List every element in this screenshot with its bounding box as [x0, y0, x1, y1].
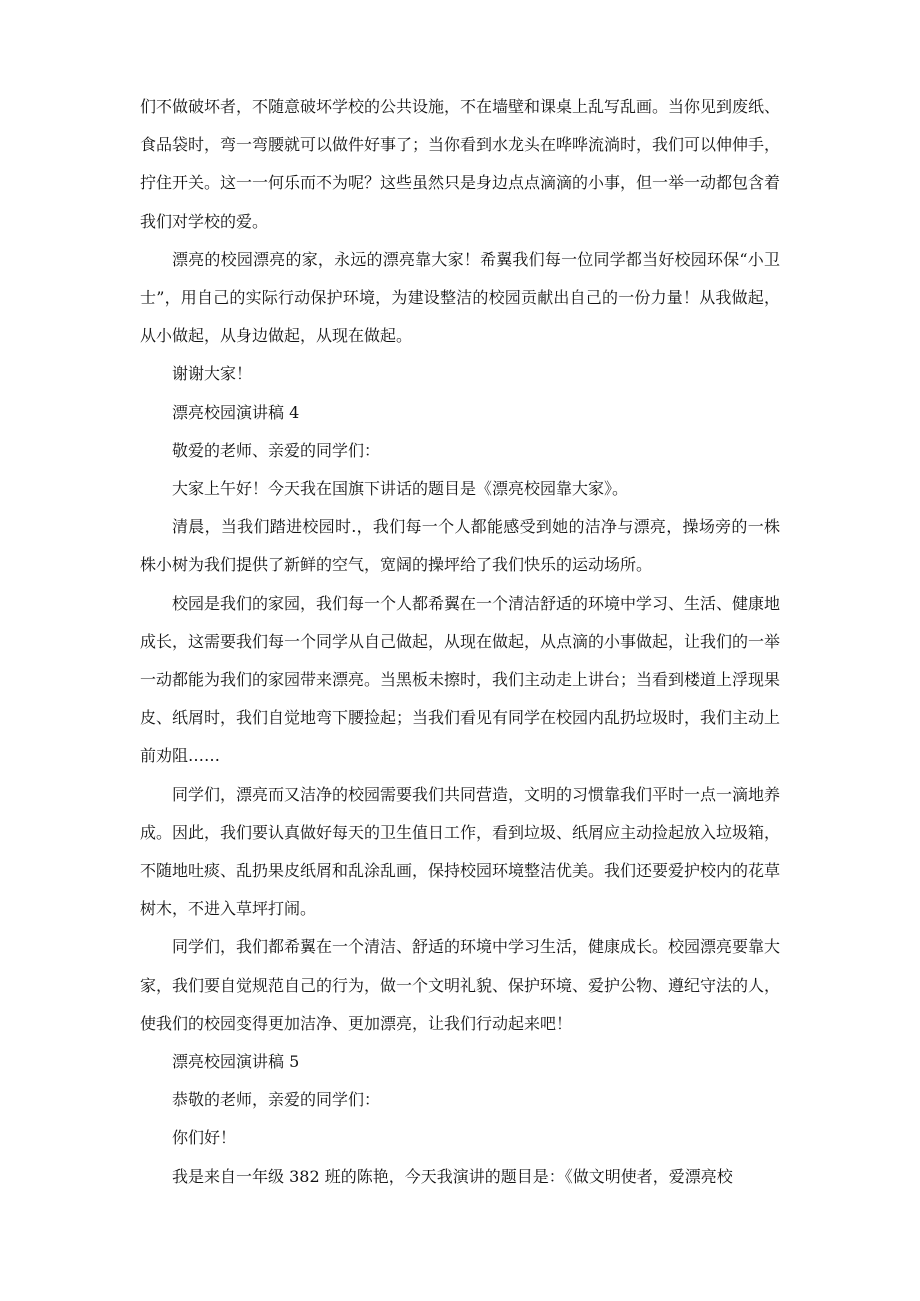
greeting-5: 你们好！ — [172, 1128, 237, 1148]
salutation-4: 敬爱的老师、亲爱的同学们： — [172, 440, 381, 460]
greeting-4: 大家上午好！今天我在国旗下讲话的题目是《漂亮校园靠大家》。 — [172, 479, 629, 499]
speech-title-5: 漂亮校园演讲稿 5 — [172, 1052, 300, 1072]
paragraph-conclusion-4: 同学们，我们都希翼在一个清洁、舒适的环境中学习生活，健康成长。校园漂亮要靠大家，我们要自觉规范自己的行为，做一个文明礼貌、保护环境、爱护公物、遵纪守法的人，使我们的校园变得更加洁净、更加漂亮，让我们行动起来吧！ — [140, 937, 781, 1033]
paragraph-morning: 清晨，当我们踏进校园时.，我们每一个人都能感受到她的洁净与漂亮，操场旁的一株株小树为我们提供了新鲜的空气，宽阔的操坪给了我们快乐的运动场所。 — [140, 517, 780, 575]
paragraph-habits: 同学们，漂亮而又洁净的校园需要我们共同营造，文明的习惯靠我们平时一点一滴地养成。因此，我们要认真做好每天的卫生值日工作，看到垃圾、纸屑应主动捡起放入垃圾箱，不随地吐痰、乱扔果皮纸屑和乱涂乱画，保持校园环境整洁优美。我们还要爱护校内的花草树木，不进入草坪打闹。 — [140, 784, 781, 919]
paragraph-campus-home: 校园是我们的家园，我们每一个人都希翼在一个清洁舒适的环境中学习、生活、健康地成长，这需要我们每一个同学从自己做起，从现在做起，从点滴的小事做起，让我们的一举一动都能为我们的家园带来漂亮。当黑板未擦时，我们主动走上讲台；当看到楼道上浮现果皮、纸屑时，我们自觉地弯下腰捡起；当我们看见有同学在校园内乱扔垃圾时，我们主动上前劝阻…… — [140, 593, 781, 766]
paragraph-closing-appeal: 漂亮的校园漂亮的家，永远的漂亮靠大家！希翼我们每一位同学都当好校园环保“小卫士”，用自己的实际行动保护环境，为建设整洁的校园贡献出自己的一份力量！从我做起，从小做起，从身边做起，从现在做起。 — [140, 249, 780, 346]
speech-title-4: 漂亮校园演讲稿 4 — [172, 402, 300, 422]
paragraph-continuation: 们不做破坏者，不随意破坏学校的公共设施，不在墙壁和课桌上乱写乱画。当你见到废纸、食品袋时，弯一弯腰就可以做件好事了；当你看到水龙头在哗哗流淌时，我们可以伸伸手，拧住开关。这一一何乐而不为呢？这些虽然只是身边点点滴滴的小事，但一举一动都包含着我们对学校的爱。 — [140, 97, 781, 231]
paragraph-thanks: 谢谢大家！ — [172, 364, 253, 384]
document-page — [140, 88, 780, 1196]
paragraph-intro-5: 我是来自一年级 382 班的陈艳，今天我演讲的题目是：《做文明使者，爱漂亮校 — [172, 1166, 733, 1186]
salutation-5: 恭敬的老师，亲爱的同学们： — [172, 1090, 381, 1110]
